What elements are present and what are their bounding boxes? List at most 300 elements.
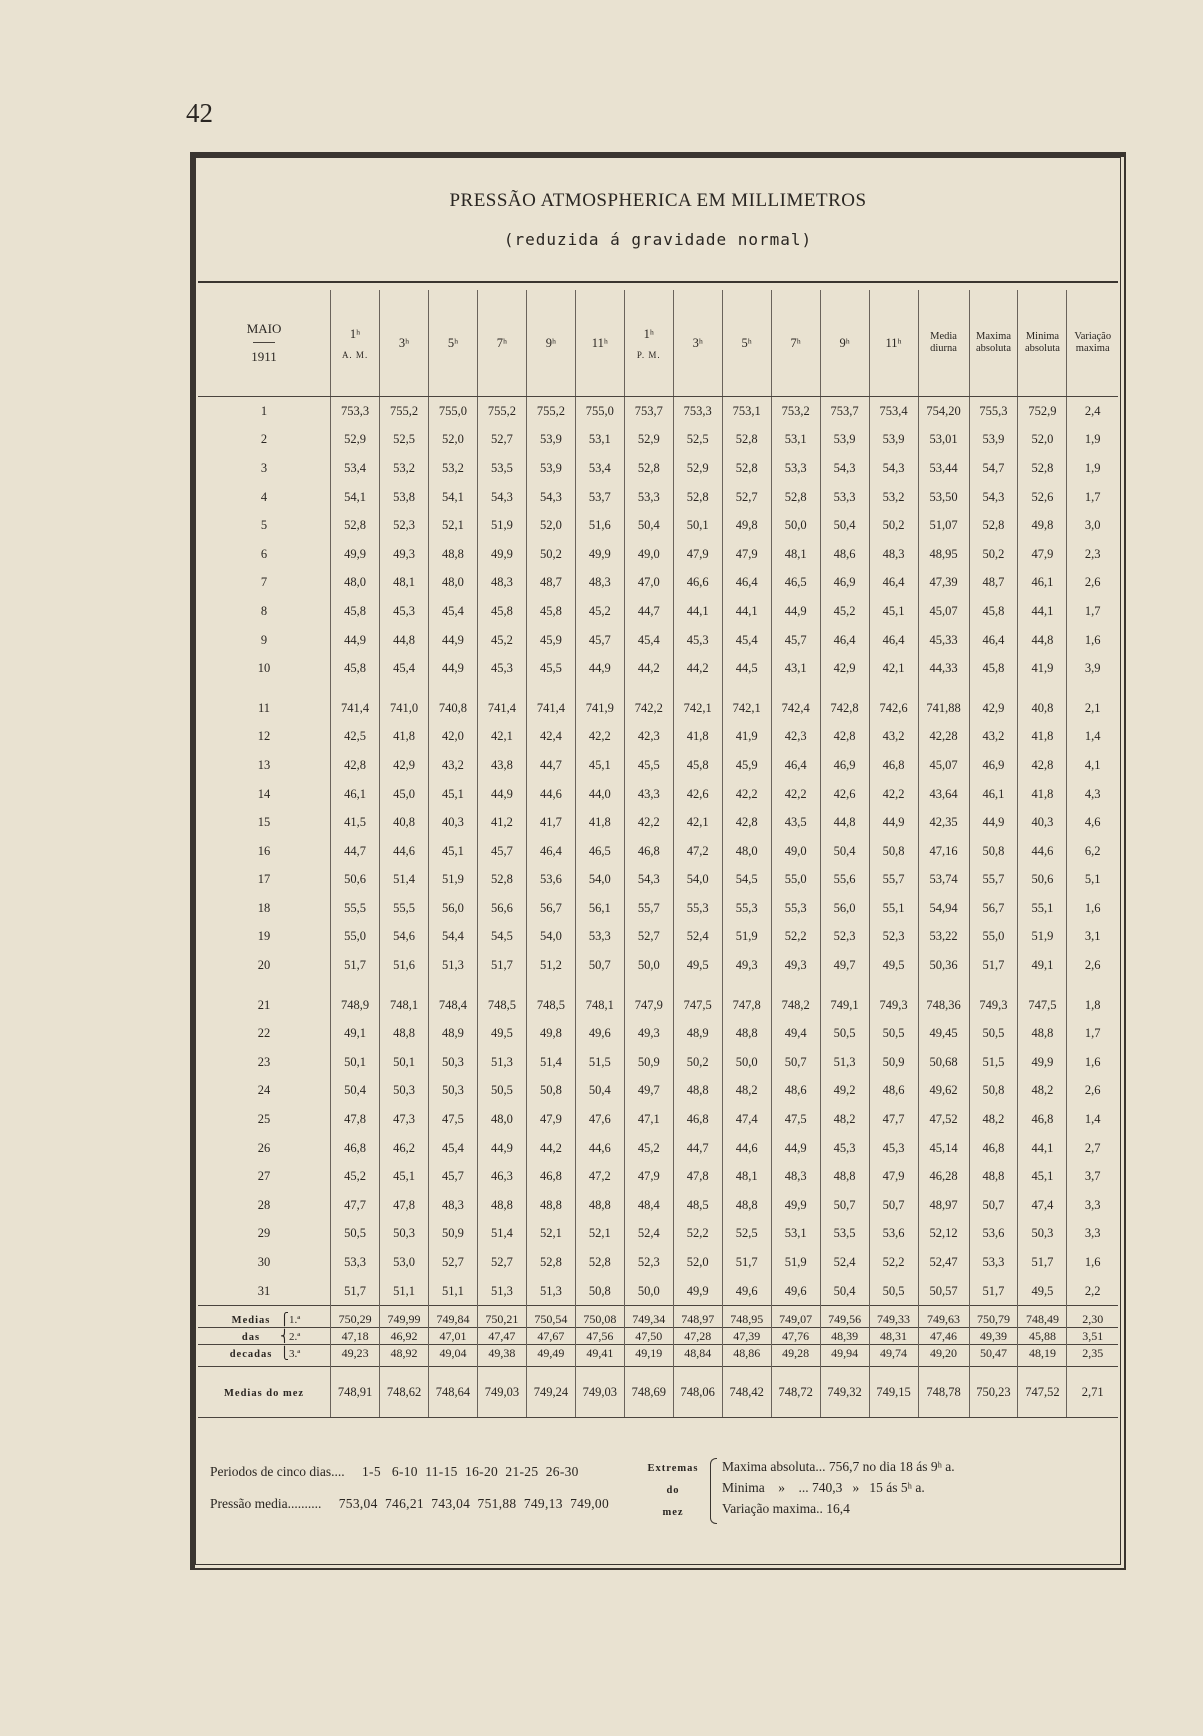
value-cell: 53,5 [820, 1220, 869, 1249]
value-cell: 41,8 [673, 723, 722, 752]
value-cell: 48,92 [380, 1345, 429, 1367]
value-cell: 48,6 [771, 1077, 820, 1106]
value-cell: 50,5 [331, 1220, 380, 1249]
value-cell: 45,4 [722, 626, 771, 655]
value-cell: 752,9 [1018, 397, 1067, 426]
decade-label: decadas ⎩3.ª [198, 1345, 331, 1367]
value-cell: 55,7 [869, 866, 918, 895]
value-cell: 51,4 [380, 866, 429, 895]
value-cell: 49,8 [526, 1019, 575, 1048]
value-cell: 42,8 [331, 751, 380, 780]
value-cell: 53,3 [969, 1248, 1018, 1277]
value-cell: 48,0 [722, 837, 771, 866]
value-cell: 47,18 [331, 1328, 380, 1345]
value-cell: 3,0 [1067, 511, 1118, 540]
table-row [198, 483, 1118, 512]
value-cell: 42,4 [526, 723, 575, 752]
value-cell: 45,88 [1018, 1328, 1067, 1345]
value-cell: 50,2 [526, 540, 575, 569]
value-cell: 42,3 [771, 723, 820, 752]
value-cell: 742,4 [771, 683, 820, 723]
value-cell: 748,78 [918, 1367, 969, 1418]
column-header: 1ʰ A. M. [331, 290, 380, 397]
value-cell: 41,2 [477, 808, 526, 837]
value-cell: 47,67 [526, 1328, 575, 1345]
value-cell: 42,1 [673, 808, 722, 837]
value-cell: 748,97 [673, 1306, 722, 1328]
value-cell: 54,0 [575, 866, 624, 895]
value-cell: 748,64 [429, 1367, 478, 1418]
value-cell: 740,8 [429, 683, 478, 723]
value-cell: 44,7 [624, 597, 673, 626]
value-cell: 49,0 [771, 837, 820, 866]
table-row [198, 1345, 1118, 1367]
table-row [198, 654, 1118, 683]
value-cell: 45,8 [477, 597, 526, 626]
value-cell: 46,4 [869, 626, 918, 655]
value-cell: 44,9 [575, 654, 624, 683]
day-cell: 24 [257, 1083, 271, 1098]
value-cell: 749,15 [869, 1367, 918, 1418]
value-cell: 55,6 [820, 866, 869, 895]
day-cell: 21 [257, 997, 271, 1012]
value-cell: 54,3 [820, 454, 869, 483]
value-cell: 750,54 [526, 1306, 575, 1328]
day-cell: 7 [260, 575, 268, 590]
value-cell: 50,5 [869, 1277, 918, 1306]
value-cell: 48,0 [477, 1105, 526, 1134]
value-cell: 50,9 [429, 1220, 478, 1249]
page-number: 42 [186, 98, 213, 128]
value-cell: 747,9 [624, 980, 673, 1020]
value-cell: 42,8 [1018, 751, 1067, 780]
value-cell: 44,1 [1018, 597, 1067, 626]
value-cell: 2,6 [1067, 951, 1118, 980]
value-cell: 49,74 [869, 1345, 918, 1367]
value-cell: 47,0 [624, 569, 673, 598]
value-cell: 55,3 [673, 894, 722, 923]
value-cell: 52,4 [820, 1248, 869, 1277]
value-cell: 53,2 [869, 483, 918, 512]
value-cell: 53,4 [331, 454, 380, 483]
value-cell: 49,49 [526, 1345, 575, 1367]
value-cell: 50,2 [673, 1048, 722, 1077]
value-cell: 51,5 [575, 1048, 624, 1077]
value-cell: 49,38 [477, 1345, 526, 1367]
table-row [198, 1191, 1118, 1220]
value-cell: 748,1 [380, 980, 429, 1020]
table-row [198, 751, 1118, 780]
column-header: 9ʰ [820, 290, 869, 397]
value-cell: 40,8 [380, 808, 429, 837]
value-cell: 44,9 [969, 808, 1018, 837]
value-cell: 750,23 [969, 1367, 1018, 1418]
value-cell: 748,1 [575, 980, 624, 1020]
day-cell: 27 [257, 1169, 271, 1184]
value-cell: 53,9 [820, 426, 869, 455]
value-cell: 747,5 [1018, 980, 1067, 1020]
value-cell: 754,20 [918, 397, 969, 426]
value-cell: 49,5 [869, 951, 918, 980]
value-cell: 45,0 [380, 780, 429, 809]
day-cell: 30 [257, 1255, 271, 1270]
value-cell: 47,01 [429, 1328, 478, 1345]
value-cell: 50,1 [331, 1048, 380, 1077]
value-cell: 48,8 [722, 1191, 771, 1220]
value-cell: 45,4 [380, 654, 429, 683]
value-cell: 44,6 [722, 1134, 771, 1163]
value-cell: 53,50 [918, 483, 969, 512]
value-cell: 55,5 [380, 894, 429, 923]
value-cell: 51,3 [820, 1048, 869, 1077]
value-cell: 49,28 [771, 1345, 820, 1367]
value-cell: 45,7 [429, 1162, 478, 1191]
table-header [198, 290, 1118, 397]
value-cell: 50,1 [380, 1048, 429, 1077]
value-cell: 748,36 [918, 980, 969, 1020]
value-cell: 45,1 [429, 837, 478, 866]
value-cell: 46,4 [722, 569, 771, 598]
value-cell: 42,2 [722, 780, 771, 809]
value-cell: 52,2 [869, 1248, 918, 1277]
value-cell: 753,4 [869, 397, 918, 426]
value-cell: 46,3 [477, 1162, 526, 1191]
value-cell: 48,8 [673, 1077, 722, 1106]
day-cell: 20 [257, 958, 271, 973]
value-cell: 48,3 [869, 540, 918, 569]
value-cell: 52,4 [624, 1220, 673, 1249]
value-cell: 44,7 [526, 751, 575, 780]
value-cell: 46,8 [526, 1162, 575, 1191]
value-cell: 52,7 [624, 923, 673, 952]
column-header: 5ʰ [429, 290, 478, 397]
value-cell: 44,1 [1018, 1134, 1067, 1163]
value-cell: 54,0 [673, 866, 722, 895]
value-cell: 42,9 [380, 751, 429, 780]
value-cell: 49,62 [918, 1077, 969, 1106]
value-cell: 42,9 [969, 683, 1018, 723]
value-cell: 54,5 [477, 923, 526, 952]
value-cell: 749,33 [869, 1306, 918, 1328]
value-cell: 2,3 [1067, 540, 1118, 569]
value-cell: 52,7 [722, 483, 771, 512]
value-cell: 47,4 [722, 1105, 771, 1134]
value-cell: 2,6 [1067, 569, 1118, 598]
value-cell: 49,9 [673, 1277, 722, 1306]
column-header: Media diurna [918, 290, 969, 397]
value-cell: 753,1 [722, 397, 771, 426]
value-cell: 45,4 [624, 626, 673, 655]
value-cell: 53,6 [869, 1220, 918, 1249]
column-header: Maxima absoluta [969, 290, 1018, 397]
month-means [198, 1367, 1118, 1418]
value-cell: 49,6 [722, 1277, 771, 1306]
value-cell: 50,9 [869, 1048, 918, 1077]
value-cell: 50,4 [820, 837, 869, 866]
value-cell: 47,76 [771, 1328, 820, 1345]
value-cell: 1,6 [1067, 1048, 1118, 1077]
value-cell: 42,2 [575, 723, 624, 752]
column-header: 7ʰ [771, 290, 820, 397]
value-cell: 53,1 [771, 426, 820, 455]
value-cell: 45,8 [331, 654, 380, 683]
value-cell: 53,9 [869, 426, 918, 455]
value-cell: 51,7 [1018, 1248, 1067, 1277]
value-cell: 47,8 [331, 1105, 380, 1134]
value-cell: 47,16 [918, 837, 969, 866]
value-cell: 54,1 [429, 483, 478, 512]
table-row [198, 1162, 1118, 1191]
value-cell: 6,2 [1067, 837, 1118, 866]
value-cell: 52,8 [722, 426, 771, 455]
value-cell: 48,8 [429, 540, 478, 569]
value-cell: 52,8 [477, 866, 526, 895]
decade-label: Medias ⎧1.ª [198, 1306, 331, 1328]
value-cell: 47,9 [526, 1105, 575, 1134]
value-cell: 2,2 [1067, 1277, 1118, 1306]
value-cell: 755,2 [477, 397, 526, 426]
table-row [198, 780, 1118, 809]
value-cell: 53,6 [969, 1220, 1018, 1249]
value-cell: 742,1 [722, 683, 771, 723]
value-cell: 45,2 [331, 1162, 380, 1191]
value-cell: 2,4 [1067, 397, 1118, 426]
value-cell: 47,52 [918, 1105, 969, 1134]
day-cell: 29 [257, 1226, 271, 1241]
value-cell: 51,9 [477, 511, 526, 540]
value-cell: 47,2 [673, 837, 722, 866]
value-cell: 41,9 [1018, 654, 1067, 683]
value-cell: 52,0 [673, 1248, 722, 1277]
value-cell: 748,2 [771, 980, 820, 1020]
value-cell: 46,5 [575, 837, 624, 866]
value-cell: 44,5 [722, 654, 771, 683]
value-cell: 48,3 [429, 1191, 478, 1220]
value-cell: 49,3 [380, 540, 429, 569]
day-cell: 28 [257, 1197, 271, 1212]
value-cell: 1,9 [1067, 426, 1118, 455]
value-cell: 742,8 [820, 683, 869, 723]
value-cell: 51,7 [331, 951, 380, 980]
value-cell: 46,5 [771, 569, 820, 598]
value-cell: 49,39 [969, 1328, 1018, 1345]
value-cell: 52,8 [969, 511, 1018, 540]
day-cell: 5 [260, 518, 268, 533]
value-cell: 52,1 [526, 1220, 575, 1249]
value-cell: 56,0 [429, 894, 478, 923]
table-row [198, 951, 1118, 980]
value-cell: 43,5 [771, 808, 820, 837]
value-cell: 52,7 [477, 426, 526, 455]
value-cell: 747,5 [673, 980, 722, 1020]
value-cell: 50,0 [722, 1048, 771, 1077]
value-cell: 47,9 [624, 1162, 673, 1191]
value-cell: 52,3 [869, 923, 918, 952]
mean-pressure-line [210, 1496, 609, 1512]
day-cell: 26 [257, 1140, 271, 1155]
table-row [198, 808, 1118, 837]
value-cell: 741,4 [526, 683, 575, 723]
value-cell: 741,4 [477, 683, 526, 723]
value-cell: 46,9 [969, 751, 1018, 780]
value-cell: 42,35 [918, 808, 969, 837]
value-cell: 48,1 [771, 540, 820, 569]
value-cell: 45,3 [477, 654, 526, 683]
column-header: 11ʰ [869, 290, 918, 397]
value-cell: 48,3 [477, 569, 526, 598]
value-cell: 52,0 [1018, 426, 1067, 455]
value-cell: 48,9 [429, 1019, 478, 1048]
value-cell: 748,69 [624, 1367, 673, 1418]
value-cell: 44,8 [1018, 626, 1067, 655]
value-cell: 50,2 [969, 540, 1018, 569]
value-cell: 48,8 [969, 1162, 1018, 1191]
value-cell: 51,2 [526, 951, 575, 980]
column-header: 3ʰ [380, 290, 429, 397]
value-cell: 52,9 [673, 454, 722, 483]
column-header: 9ʰ [526, 290, 575, 397]
value-cell: 43,2 [969, 723, 1018, 752]
column-header: 11ʰ [575, 290, 624, 397]
value-cell: 52,6 [1018, 483, 1067, 512]
value-cell: 49,9 [477, 540, 526, 569]
table-row [198, 597, 1118, 626]
value-cell: 49,4 [771, 1019, 820, 1048]
value-cell: 44,1 [673, 597, 722, 626]
value-cell: 44,9 [429, 626, 478, 655]
value-cell: 45,3 [820, 1134, 869, 1163]
value-cell: 755,3 [969, 397, 1018, 426]
value-cell: 50,7 [969, 1191, 1018, 1220]
value-cell: 52,0 [526, 511, 575, 540]
value-cell: 48,8 [575, 1191, 624, 1220]
value-cell: 51,7 [969, 1277, 1018, 1306]
value-cell: 46,28 [918, 1162, 969, 1191]
value-cell: 45,1 [429, 780, 478, 809]
value-cell: 51,1 [380, 1277, 429, 1306]
value-cell: 1,9 [1067, 454, 1118, 483]
table-row [198, 1077, 1118, 1106]
value-cell: 51,1 [429, 1277, 478, 1306]
value-cell: 52,1 [575, 1220, 624, 1249]
value-cell: 42,6 [820, 780, 869, 809]
value-cell: 48,8 [820, 1162, 869, 1191]
value-cell: 42,8 [820, 723, 869, 752]
value-cell: 56,7 [969, 894, 1018, 923]
value-cell: 47,28 [673, 1328, 722, 1345]
value-cell: 52,2 [673, 1220, 722, 1249]
extremes-label: Extremas do mez [647, 1463, 699, 1518]
value-cell: 52,1 [429, 511, 478, 540]
value-cell: 48,8 [1018, 1019, 1067, 1048]
value-cell: 45,2 [624, 1134, 673, 1163]
value-cell: 46,4 [869, 569, 918, 598]
value-cell: 50,6 [331, 866, 380, 895]
value-cell: 47,39 [722, 1328, 771, 1345]
value-cell: 44,9 [869, 808, 918, 837]
value-cell: 42,3 [624, 723, 673, 752]
table-row [198, 1367, 1118, 1418]
value-cell: 46,1 [331, 780, 380, 809]
value-cell: 50,5 [969, 1019, 1018, 1048]
value-cell: 47,6 [575, 1105, 624, 1134]
value-cell: 47,2 [575, 1162, 624, 1191]
value-cell: 44,6 [575, 1134, 624, 1163]
value-cell: 742,2 [624, 683, 673, 723]
value-cell: 47,56 [575, 1328, 624, 1345]
value-cell: 749,84 [429, 1306, 478, 1328]
value-cell: 749,24 [526, 1367, 575, 1418]
value-cell: 49,2 [820, 1077, 869, 1106]
value-cell: 49,1 [1018, 951, 1067, 980]
value-cell: 49,3 [722, 951, 771, 980]
value-cell: 52,3 [380, 511, 429, 540]
value-cell: 43,2 [429, 751, 478, 780]
day-cell: 12 [257, 729, 271, 744]
value-cell: 749,3 [969, 980, 1018, 1020]
value-cell: 46,4 [969, 626, 1018, 655]
table-row [198, 511, 1118, 540]
value-cell: 49,41 [575, 1345, 624, 1367]
value-cell: 50,3 [429, 1048, 478, 1077]
value-cell: 48,2 [1018, 1077, 1067, 1106]
value-cell: 45,8 [673, 751, 722, 780]
value-cell: 53,3 [331, 1248, 380, 1277]
value-cell: 747,8 [722, 980, 771, 1020]
table-row [198, 923, 1118, 952]
day-cell: 10 [257, 661, 271, 676]
value-cell: 45,14 [918, 1134, 969, 1163]
day-cell: 1 [260, 403, 268, 418]
value-cell: 47,9 [673, 540, 722, 569]
value-cell: 45,7 [575, 626, 624, 655]
value-cell: 45,2 [575, 597, 624, 626]
value-cell: 49,0 [624, 540, 673, 569]
value-cell: 51,9 [722, 923, 771, 952]
value-cell: 41,9 [722, 723, 771, 752]
value-cell: 750,79 [969, 1306, 1018, 1328]
value-cell: 50,3 [380, 1077, 429, 1106]
value-cell: 748,62 [380, 1367, 429, 1418]
value-cell: 45,1 [869, 597, 918, 626]
value-cell: 52,9 [624, 426, 673, 455]
value-cell: 741,4 [331, 683, 380, 723]
value-cell: 48,8 [526, 1191, 575, 1220]
value-cell: 747,52 [1018, 1367, 1067, 1418]
value-cell: 48,0 [429, 569, 478, 598]
value-cell: 44,33 [918, 654, 969, 683]
value-cell: 753,3 [331, 397, 380, 426]
value-cell: 54,4 [429, 923, 478, 952]
value-cell: 45,7 [477, 837, 526, 866]
value-cell: 51,4 [526, 1048, 575, 1077]
value-cell: 53,3 [820, 483, 869, 512]
value-cell: 50,4 [820, 511, 869, 540]
value-cell: 749,07 [771, 1306, 820, 1328]
table-row [198, 866, 1118, 895]
value-cell: 51,3 [526, 1277, 575, 1306]
column-header: 3ʰ [673, 290, 722, 397]
value-cell: 52,4 [673, 923, 722, 952]
value-cell: 55,0 [331, 923, 380, 952]
periods-line [210, 1464, 579, 1480]
value-cell: 755,2 [380, 397, 429, 426]
value-cell: 47,50 [624, 1328, 673, 1345]
value-cell: 49,5 [673, 951, 722, 980]
value-cell: 45,9 [722, 751, 771, 780]
value-cell: 56,0 [820, 894, 869, 923]
day-cell: 17 [257, 872, 271, 887]
